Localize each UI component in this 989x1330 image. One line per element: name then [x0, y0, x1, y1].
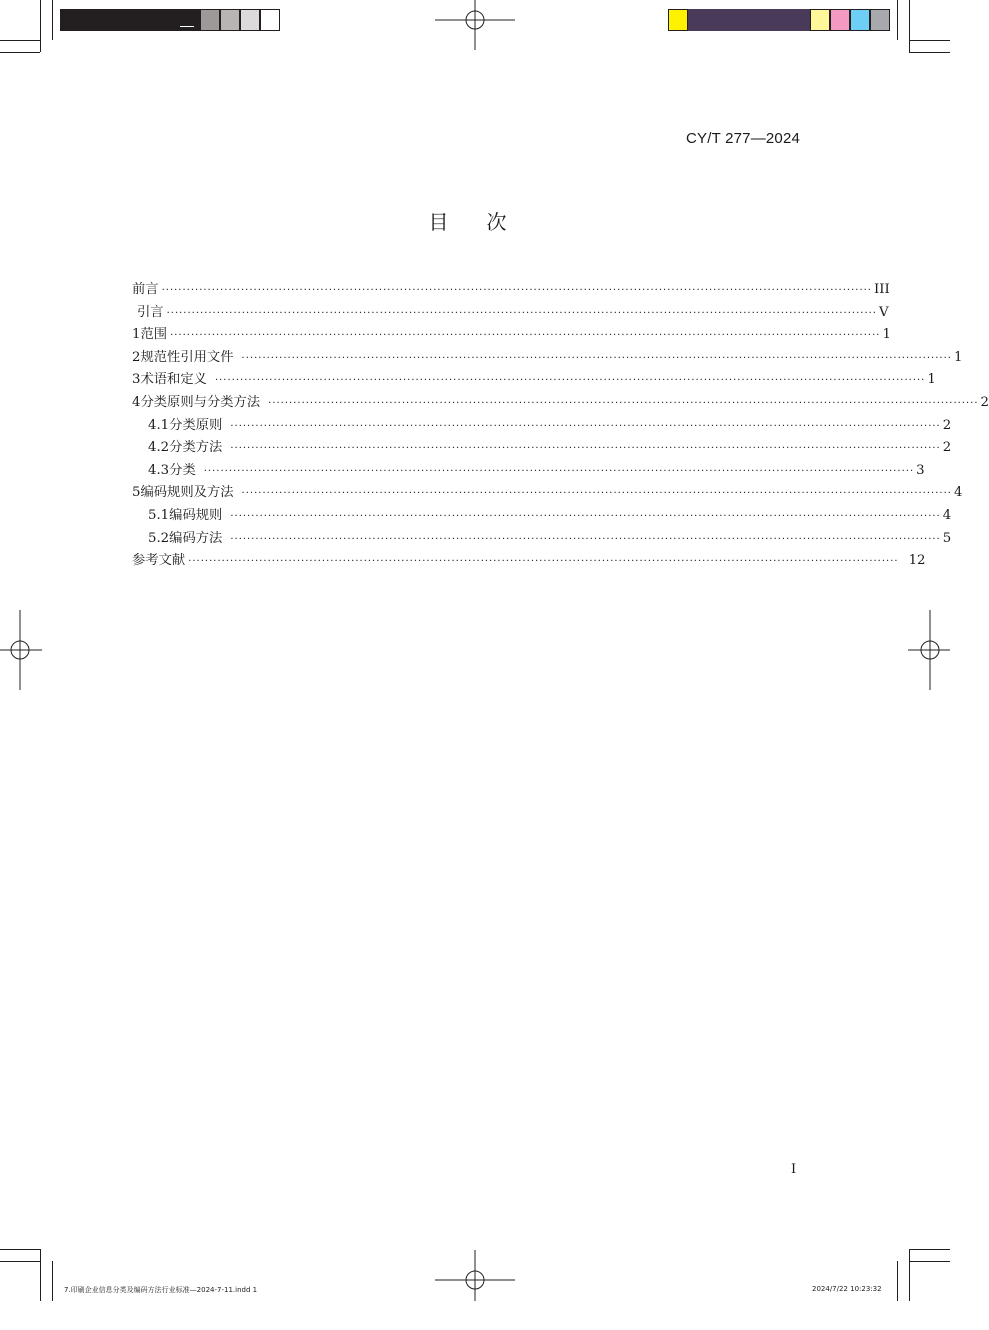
toc-entry-number: 1 — [132, 327, 141, 343]
toc-leader: ·········································································································································································· — [241, 352, 952, 364]
gray-swatch-1 — [200, 9, 220, 31]
toc-leader: ·········································································································································································· — [230, 510, 941, 522]
toc-leader: ·········································································································································································· — [214, 375, 926, 387]
toc-leader: ·········································································································································································· — [166, 307, 877, 319]
toc-entry-page: III — [873, 282, 890, 297]
page-title: 目次 — [428, 210, 545, 234]
footer-file-name: 7.印刷企业信息分类及编码方法行业标准—2024-7-11.indd 1 — [64, 1286, 258, 1294]
toc-leader: ·········································································································································································· — [161, 285, 872, 296]
toc-entry-label: 分类原则与分类方法 — [140, 394, 261, 410]
toc-leader: ·········································································································································································· — [268, 397, 979, 409]
toc-entry-page: 1 — [882, 327, 891, 343]
toc-entry-label: 范围 — [140, 327, 168, 343]
pink-swatch — [830, 9, 850, 31]
registration-mark-icon — [0, 600, 70, 700]
toc-entry-label: 前言 — [132, 282, 159, 297]
toc-entry-page: 3 — [916, 462, 925, 478]
toc-leader: ·········································································································································································· — [230, 443, 941, 455]
toc-entry-number: 5 — [132, 485, 141, 501]
toc-entry[interactable] — [132, 279, 890, 302]
toc-entry-label: 参考文献 — [132, 553, 186, 569]
color-bar-right — [668, 9, 890, 31]
toc-entry-page: 12 — [908, 553, 926, 569]
toc-entry-label: 规范性引用文件 — [140, 349, 234, 365]
toc-entry-page: V — [878, 304, 889, 320]
toc-entry-number: 4.1 — [148, 417, 170, 433]
registration-mark-icon — [880, 600, 980, 700]
toc-entry[interactable] — [132, 482, 963, 505]
toc-entry-number: 5.1 — [148, 507, 170, 523]
toc-entry-label: 分类方法 — [169, 440, 223, 456]
toc-entry-number: 4 — [132, 394, 141, 410]
toc-entry[interactable] — [132, 550, 926, 573]
toc-leader: ·········································································································································································· — [188, 556, 899, 568]
toc-entry[interactable] — [132, 415, 952, 438]
toc-entry[interactable] — [132, 347, 963, 370]
toc-entry-page: 4 — [942, 507, 952, 523]
toc-entry-page: 4 — [953, 485, 963, 501]
toc-entry-page: 1 — [927, 372, 936, 388]
toc-entry-label: 术语和定义 — [140, 372, 207, 388]
color-bar-left — [60, 9, 280, 31]
gray-swatch-2 — [220, 9, 240, 31]
toc-entry-number: 3 — [132, 372, 141, 388]
gray-swatch-3 — [240, 9, 260, 31]
light-yellow-swatch — [810, 9, 830, 31]
toc-entry[interactable] — [132, 369, 936, 392]
toc-entry-number: 4.2 — [148, 440, 170, 456]
page-number: I — [791, 1162, 797, 1177]
toc-entry-page: 1 — [953, 349, 963, 365]
toc-entry[interactable] — [132, 392, 989, 415]
footer-timestamp: 2024/7/22 10:23:32 — [812, 1285, 882, 1293]
toc-leader: ·········································································································································································· — [203, 465, 915, 477]
table-of-contents — [132, 279, 989, 573]
toc-entry-page: 2 — [942, 417, 952, 433]
toc-entry-label: 分类 — [169, 462, 196, 478]
yellow-swatch — [668, 9, 688, 31]
toc-entry-page: 2 — [980, 394, 989, 410]
purple-band — [688, 9, 810, 31]
toc-entry-label: 引言 — [137, 304, 164, 320]
white-swatch — [260, 9, 280, 31]
registration-mark-icon — [425, 1230, 525, 1330]
toc-leader: ·········································································································································································· — [170, 330, 881, 342]
standard-code: CY/T 277—2024 — [686, 130, 801, 147]
toc-leader: ·········································································································································································· — [230, 533, 941, 545]
toc-entry[interactable] — [132, 460, 925, 483]
registration-mark-icon — [425, 0, 525, 70]
toc-entry[interactable] — [132, 437, 952, 460]
toc-entry-number: 4.3 — [148, 462, 170, 478]
toc-entry-number: 5.2 — [148, 530, 170, 546]
toc-entry[interactable] — [132, 528, 952, 551]
black-swatch — [60, 9, 200, 31]
toc-entry-page: 2 — [942, 440, 952, 456]
toc-entry-label: 编码规则及方法 — [140, 485, 234, 501]
toc-leader: ·········································································································································································· — [241, 488, 952, 500]
toc-entry[interactable] — [132, 302, 889, 325]
toc-entry-page: 5 — [942, 530, 952, 546]
toc-entry[interactable] — [132, 324, 891, 347]
toc-entry-label: 分类原则 — [169, 417, 223, 433]
toc-entry-label: 编码规则 — [169, 507, 223, 523]
cyan-swatch — [850, 9, 870, 31]
toc-entry-label: 编码方法 — [169, 530, 223, 546]
gray-swatch — [870, 9, 890, 31]
toc-leader: ·········································································································································································· — [230, 420, 941, 432]
toc-entry-number: 2 — [132, 349, 141, 365]
toc-entry[interactable] — [132, 505, 952, 528]
